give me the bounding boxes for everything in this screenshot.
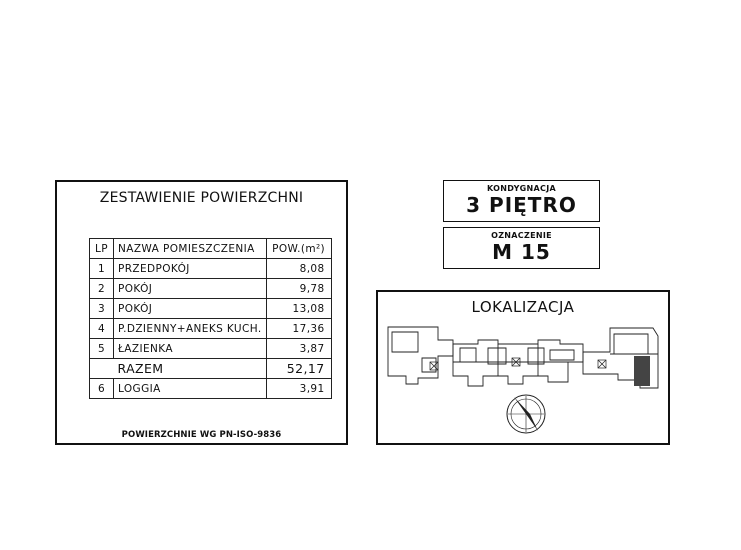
row-lp: 1 bbox=[90, 259, 114, 279]
row-lp: 3 bbox=[90, 299, 114, 319]
highlighted-unit bbox=[634, 356, 650, 386]
unit-label-box bbox=[443, 227, 600, 269]
row-name: LOGGIA bbox=[114, 379, 267, 399]
header-name: NAZWA POMIESZCZENIA bbox=[114, 239, 267, 259]
row-area: 3,87 bbox=[266, 339, 331, 359]
location-title: LOKALIZACJA bbox=[471, 298, 575, 316]
location-panel bbox=[376, 290, 670, 445]
table-row bbox=[90, 379, 332, 399]
row-area: 13,08 bbox=[266, 299, 331, 319]
unit-value: M 15 bbox=[492, 240, 551, 264]
row-area: 9,78 bbox=[266, 279, 331, 299]
table-row bbox=[90, 319, 332, 339]
unit-caption: OZNACZENIE bbox=[491, 231, 552, 240]
table-row bbox=[90, 259, 332, 279]
table-header-row bbox=[90, 239, 332, 259]
floor-caption: KONDYGNACJA bbox=[487, 184, 556, 193]
row-lp: 4 bbox=[90, 319, 114, 339]
row-lp: 5 bbox=[90, 339, 114, 359]
row-area: 3,91 bbox=[266, 379, 331, 399]
room-area-table bbox=[89, 238, 332, 399]
table-row bbox=[90, 299, 332, 319]
table-row bbox=[90, 339, 332, 359]
header-area: POW.(m²) bbox=[266, 239, 331, 259]
total-lp-cell bbox=[90, 359, 114, 379]
floor-value: 3 PIĘTRO bbox=[466, 193, 577, 217]
row-name: ŁAZIENKA bbox=[114, 339, 267, 359]
compass-icon bbox=[507, 395, 545, 433]
row-name: POKÓJ bbox=[114, 299, 267, 319]
summary-title: ZESTAWIENIE POWIERZCHNI bbox=[99, 190, 304, 206]
row-lp: 6 bbox=[90, 379, 114, 399]
row-area: 17,36 bbox=[266, 319, 331, 339]
row-name: P.DZIENNY+ANEKS KUCH. bbox=[114, 319, 267, 339]
total-label: RAZEM bbox=[114, 359, 267, 379]
row-lp: 2 bbox=[90, 279, 114, 299]
header-lp: LP bbox=[90, 239, 114, 259]
table-row bbox=[90, 279, 332, 299]
row-area: 8,08 bbox=[266, 259, 331, 279]
area-summary-panel bbox=[55, 180, 348, 445]
total-area: 52,17 bbox=[266, 359, 331, 379]
row-name: POKÓJ bbox=[114, 279, 267, 299]
building-key-plan bbox=[378, 292, 668, 443]
floor-label-box bbox=[443, 180, 600, 222]
row-name: PRZEDPOKÓJ bbox=[114, 259, 267, 279]
summary-footer: POWIERZCHNIE WG PN-ISO-9836 bbox=[121, 430, 282, 440]
total-row bbox=[90, 359, 332, 379]
